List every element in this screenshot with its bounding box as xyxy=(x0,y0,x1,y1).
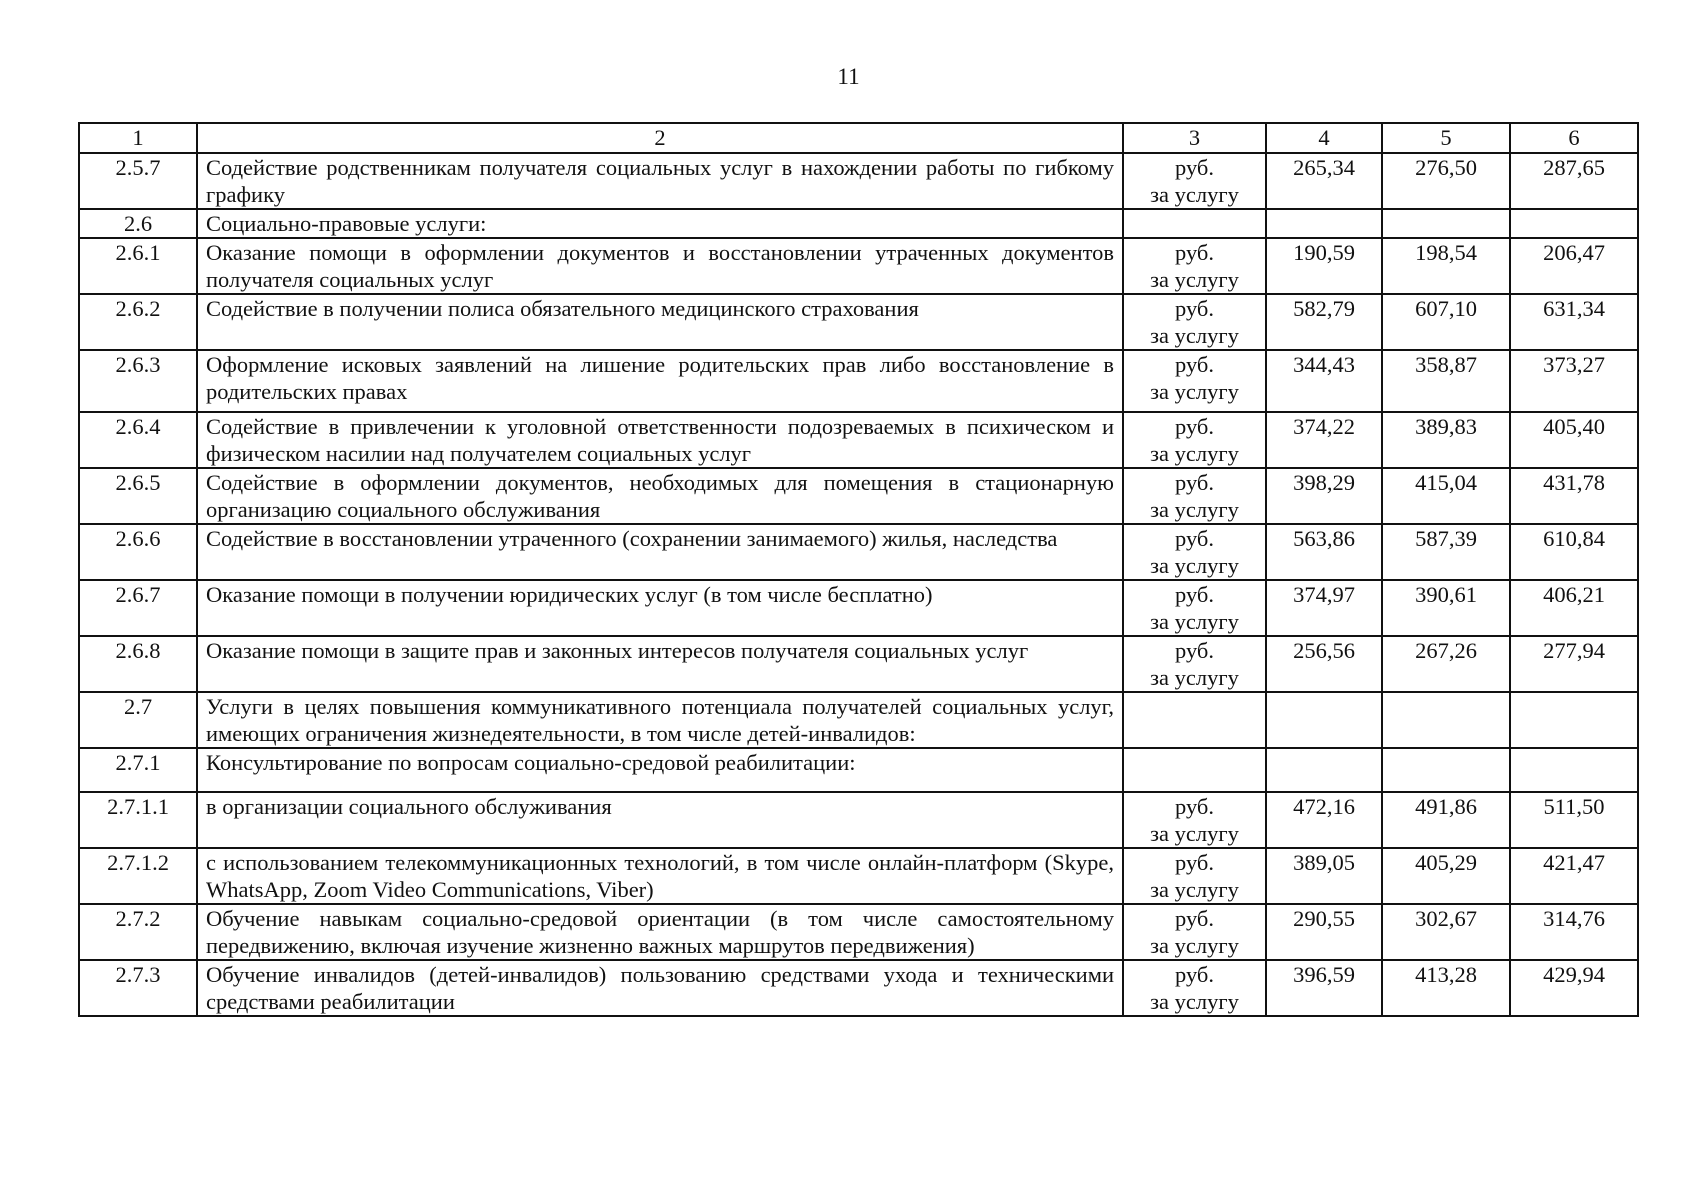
service-code: 2.6.2 xyxy=(79,294,197,350)
service-code: 2.6.8 xyxy=(79,636,197,692)
table-row xyxy=(79,792,1638,848)
tariff-value: 413,28 xyxy=(1382,960,1510,1016)
tariff-value: 389,83 xyxy=(1382,412,1510,468)
service-description: Обучение инвалидов (детей-инвалидов) пользованию средствами ухода и техническими средствами реабилитации xyxy=(197,960,1123,1016)
table-row xyxy=(79,350,1638,412)
tariff-value: 198,54 xyxy=(1382,238,1510,294)
table-row xyxy=(79,468,1638,524)
unit-currency: руб. xyxy=(1175,906,1214,931)
table-row xyxy=(79,412,1638,468)
tariff-value: 290,55 xyxy=(1266,904,1382,960)
table-row xyxy=(79,294,1638,350)
unit-cell xyxy=(1123,904,1266,960)
unit-per-service: за услугу xyxy=(1150,441,1239,466)
unit-per-service: за услугу xyxy=(1150,379,1239,404)
service-description: Оказание помощи в защите прав и законных интересов получателя социальных услуг xyxy=(197,636,1123,692)
table-row xyxy=(79,904,1638,960)
table-row xyxy=(79,580,1638,636)
unit-cell xyxy=(1123,848,1266,904)
tariff-value: 472,16 xyxy=(1266,792,1382,848)
tariff-value: 358,87 xyxy=(1382,350,1510,412)
service-description: Оформление исковых заявлений на лишение родительских прав либо восстановление в родительских правах xyxy=(197,350,1123,412)
tariff-value: 610,84 xyxy=(1510,524,1638,580)
service-code: 2.6.5 xyxy=(79,468,197,524)
unit-currency: руб. xyxy=(1175,155,1214,180)
service-description: с использованием телекоммуникационных технологий, в том числе онлайн-платформ (Skype, WhatsApp, Zoom Video Communications, Viber) xyxy=(197,848,1123,904)
unit-cell xyxy=(1123,238,1266,294)
service-description: Содействие в получении полиса обязательного медицинского страхования xyxy=(197,294,1123,350)
service-description: Услуги в целях повышения коммуникативного потенциала получателей социальных услуг, имеющих ограничения жизнедеятельности, в том числе детей-инвалидов: xyxy=(197,692,1123,748)
unit-cell xyxy=(1123,580,1266,636)
unit-currency: руб. xyxy=(1175,850,1214,875)
table-row xyxy=(79,960,1638,1016)
unit-currency: руб. xyxy=(1175,414,1214,439)
unit-cell xyxy=(1123,350,1266,412)
table-row xyxy=(79,636,1638,692)
column-header: 1 xyxy=(79,123,197,153)
column-header: 4 xyxy=(1266,123,1382,153)
tariff-value: 511,50 xyxy=(1510,792,1638,848)
tariff-value xyxy=(1266,209,1382,238)
unit-cell xyxy=(1123,294,1266,350)
column-number-row xyxy=(79,123,1638,153)
service-description: Содействие в восстановлении утраченного (сохранении занимаемого) жилья, наследства xyxy=(197,524,1123,580)
unit-per-service: за услугу xyxy=(1150,497,1239,522)
service-description: Содействие в оформлении документов, необходимых для помещения в стационарную организацию социального обслуживания xyxy=(197,468,1123,524)
column-header: 2 xyxy=(197,123,1123,153)
tariff-value: 398,29 xyxy=(1266,468,1382,524)
tariff-value: 405,29 xyxy=(1382,848,1510,904)
service-code: 2.6.7 xyxy=(79,580,197,636)
unit-per-service: за услугу xyxy=(1150,553,1239,578)
tariff-value: 287,65 xyxy=(1510,153,1638,209)
column-header: 6 xyxy=(1510,123,1638,153)
service-code: 2.6.6 xyxy=(79,524,197,580)
unit-per-service: за услугу xyxy=(1150,821,1239,846)
tariff-value: 406,21 xyxy=(1510,580,1638,636)
tariff-value: 587,39 xyxy=(1382,524,1510,580)
service-description: Оказание помощи в получении юридических услуг (в том числе бесплатно) xyxy=(197,580,1123,636)
tariff-value: 374,22 xyxy=(1266,412,1382,468)
tariff-value: 344,43 xyxy=(1266,350,1382,412)
service-code: 2.7.1.2 xyxy=(79,848,197,904)
tariff-value: 374,97 xyxy=(1266,580,1382,636)
tariff-value: 302,67 xyxy=(1382,904,1510,960)
tariff-value: 563,86 xyxy=(1266,524,1382,580)
tariff-value: 190,59 xyxy=(1266,238,1382,294)
tariff-value: 607,10 xyxy=(1382,294,1510,350)
service-code: 2.7.1.1 xyxy=(79,792,197,848)
tariff-value: 415,04 xyxy=(1382,468,1510,524)
service-code: 2.6.4 xyxy=(79,412,197,468)
unit-per-service: за услугу xyxy=(1150,609,1239,634)
table-row xyxy=(79,748,1638,792)
service-code: 2.7.1 xyxy=(79,748,197,792)
column-header: 5 xyxy=(1382,123,1510,153)
tariff-value: 431,78 xyxy=(1510,468,1638,524)
tariff-value xyxy=(1382,209,1510,238)
column-header: 3 xyxy=(1123,123,1266,153)
page-number: 11 xyxy=(837,64,860,89)
tariff-value xyxy=(1382,692,1510,748)
unit-currency: руб. xyxy=(1175,794,1214,819)
unit-per-service: за услугу xyxy=(1150,665,1239,690)
tariff-value xyxy=(1266,748,1382,792)
tariff-value: 491,86 xyxy=(1382,792,1510,848)
table-row xyxy=(79,153,1638,209)
tariff-value: 631,34 xyxy=(1510,294,1638,350)
tariff-value: 429,94 xyxy=(1510,960,1638,1016)
tariff-value: 256,56 xyxy=(1266,636,1382,692)
tariff-value xyxy=(1510,209,1638,238)
tariff-value: 265,34 xyxy=(1266,153,1382,209)
tariff-value: 405,40 xyxy=(1510,412,1638,468)
unit-currency: руб. xyxy=(1175,526,1214,551)
table-row xyxy=(79,524,1638,580)
table-row xyxy=(79,692,1638,748)
unit-currency: руб. xyxy=(1175,962,1214,987)
unit-cell xyxy=(1123,209,1266,238)
tariff-value: 373,27 xyxy=(1510,350,1638,412)
service-description: в организации социального обслуживания xyxy=(197,792,1123,848)
tariff-value: 389,05 xyxy=(1266,848,1382,904)
tariff-value: 314,76 xyxy=(1510,904,1638,960)
tariff-value xyxy=(1382,748,1510,792)
services-tariff-table xyxy=(78,122,1639,1017)
service-code: 2.6.3 xyxy=(79,350,197,412)
service-code: 2.6.1 xyxy=(79,238,197,294)
unit-cell xyxy=(1123,636,1266,692)
unit-cell xyxy=(1123,153,1266,209)
service-code: 2.5.7 xyxy=(79,153,197,209)
unit-cell xyxy=(1123,412,1266,468)
unit-per-service: за услугу xyxy=(1150,877,1239,902)
unit-currency: руб. xyxy=(1175,240,1214,265)
tariff-value: 396,59 xyxy=(1266,960,1382,1016)
tariff-value xyxy=(1510,692,1638,748)
unit-per-service: за услугу xyxy=(1150,267,1239,292)
service-description: Содействие в привлечении к уголовной ответственности подозреваемых в психическом и физическом насилии над получателем социальных услуг xyxy=(197,412,1123,468)
unit-per-service: за услугу xyxy=(1150,933,1239,958)
unit-cell xyxy=(1123,468,1266,524)
unit-cell xyxy=(1123,792,1266,848)
unit-cell xyxy=(1123,692,1266,748)
table-row xyxy=(79,209,1638,238)
tariff-value xyxy=(1510,748,1638,792)
service-description: Социально-правовые услуги: xyxy=(197,209,1123,238)
unit-currency: руб. xyxy=(1175,638,1214,663)
unit-currency: руб. xyxy=(1175,296,1214,321)
service-description: Консультирование по вопросам социально-средовой реабилитации: xyxy=(197,748,1123,792)
tariff-value xyxy=(1266,692,1382,748)
unit-cell xyxy=(1123,748,1266,792)
service-code: 2.7.2 xyxy=(79,904,197,960)
tariff-value: 390,61 xyxy=(1382,580,1510,636)
tariff-value: 277,94 xyxy=(1510,636,1638,692)
unit-per-service: за услугу xyxy=(1150,989,1239,1014)
service-description: Содействие родственникам получателя социальных услуг в нахождении работы по гибкому графику xyxy=(197,153,1123,209)
service-code: 2.7.3 xyxy=(79,960,197,1016)
table-row xyxy=(79,848,1638,904)
service-description: Оказание помощи в оформлении документов и восстановлении утраченных документов получателя социальных услуг xyxy=(197,238,1123,294)
unit-currency: руб. xyxy=(1175,470,1214,495)
tariff-value: 582,79 xyxy=(1266,294,1382,350)
service-code: 2.7 xyxy=(79,692,197,748)
unit-per-service: за услугу xyxy=(1150,182,1239,207)
unit-cell xyxy=(1123,524,1266,580)
service-code: 2.6 xyxy=(79,209,197,238)
tariff-value: 206,47 xyxy=(1510,238,1638,294)
tariff-value: 267,26 xyxy=(1382,636,1510,692)
unit-cell xyxy=(1123,960,1266,1016)
tariff-value: 421,47 xyxy=(1510,848,1638,904)
tariff-value: 276,50 xyxy=(1382,153,1510,209)
unit-currency: руб. xyxy=(1175,352,1214,377)
unit-currency: руб. xyxy=(1175,582,1214,607)
unit-per-service: за услугу xyxy=(1150,323,1239,348)
table-row xyxy=(79,238,1638,294)
service-description: Обучение навыкам социально-средовой ориентации (в том числе самостоятельному передвижению, включая изучение жизненно важных маршрутов передвижения) xyxy=(197,904,1123,960)
